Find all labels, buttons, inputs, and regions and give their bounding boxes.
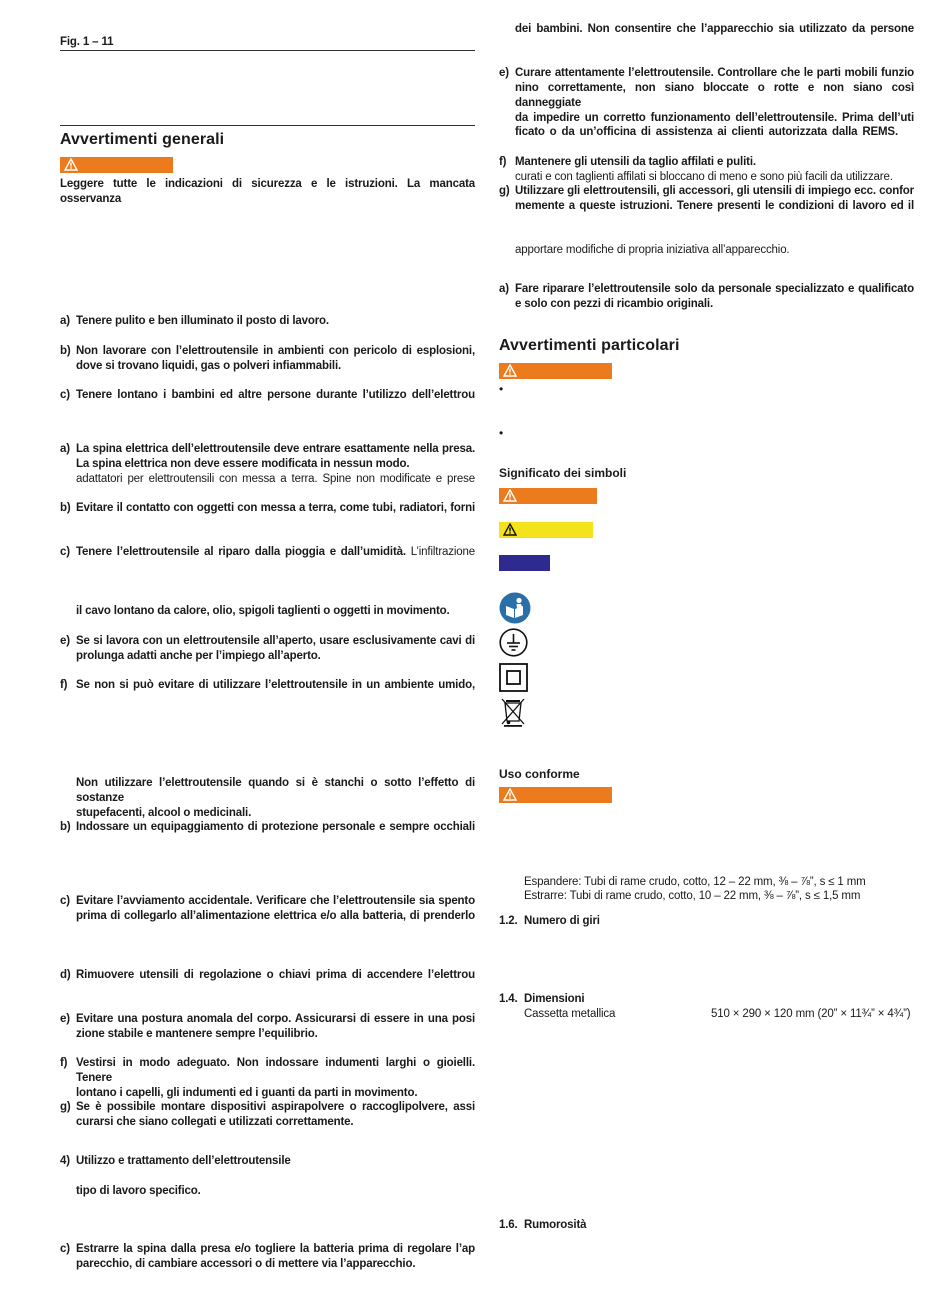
intended-use-title: Uso conforme [499, 767, 580, 781]
warning-triangle-icon [64, 158, 78, 171]
item-text [76, 545, 475, 560]
item-label: g) [499, 185, 510, 197]
list-item [499, 184, 914, 214]
spec-title: Rumorosità [524, 1219, 587, 1231]
list-item [60, 604, 475, 619]
item-text: Estrarre la spina dalla presa e/o togliere la batteria prima di regolare l’ap [76, 1243, 475, 1255]
list-item [60, 678, 475, 693]
item-text: zione stabile e mantenere sempre l’equilibrio. [76, 1028, 318, 1040]
list-item [60, 314, 475, 329]
warning-bar [499, 787, 612, 803]
spec-number: 1.4. [499, 993, 518, 1005]
item-text: apportare modifiche di propria iniziativa all’apparecchio. [515, 244, 790, 256]
item-label: f) [499, 156, 507, 168]
spec-number: 1.6. [499, 1219, 518, 1231]
list-item [60, 388, 475, 403]
spec-heading [499, 1218, 587, 1233]
item-normal-text: curati e con taglienti affilati si bloccano di meno e sono più facili da utilizzare. [515, 171, 893, 183]
bullet-point: • [499, 382, 504, 396]
list-item [60, 820, 475, 835]
item-text: e solo con pezzi di ricambio originali. [515, 298, 713, 310]
item-label: b) [60, 821, 71, 833]
spec-row-value: 510 × 290 × 120 mm (20” × 11¾” × 4¾”) [711, 1008, 911, 1020]
figure-label: Fig. 1 – 11 [60, 36, 114, 48]
spec-row-label: Cassetta metallica [524, 1008, 616, 1020]
warning-triangle-icon [503, 523, 517, 536]
list-item [60, 968, 475, 983]
item-text: il cavo lontano da calore, olio, spigoli taglienti o oggetti in movimento. [76, 605, 450, 617]
section-rule [60, 125, 475, 126]
item-text: La spina elettrica non deve essere modificata in nessun modo. [76, 458, 410, 470]
extract-spec-line: Estrarre: Tubi di rame crudo, cotto, 10 – 22 mm, ⅜ – ⅞”, s ≤ 1,5 mm [524, 890, 861, 902]
spec-title: Numero di giri [524, 915, 600, 927]
item-bold-text: Mantenere gli utensili da taglio affilati e puliti. [515, 156, 756, 168]
read-manual-icon [499, 592, 531, 624]
item-text: memente a queste istruzioni. Tenere presenti le condizioni di lavoro ed il [515, 200, 914, 212]
warning-bar [499, 488, 597, 504]
list-item [60, 1184, 475, 1199]
item-text: Curare attentamente l’elettroutensile. Controllare che le parti mobili funzio [515, 67, 914, 79]
item-text: Se è possibile montare dispositivi aspirapolvere o raccoglipolvere, assi [76, 1101, 475, 1113]
list-item [60, 894, 475, 924]
item-text: Non lavorare con l’elettroutensile in ambienti con pericolo di esplosioni, [76, 345, 475, 357]
item-label: a) [499, 283, 509, 295]
list-item [60, 1056, 475, 1101]
item-text: prima di collegarlo all’alimentazione elettrica e/o alla batteria, di prenderlo [76, 910, 475, 922]
item-text: Non utilizzare l’elettroutensile quando si è stanchi o sotto l’effetto di sostanze [76, 777, 475, 804]
item-label: 4) [60, 1155, 70, 1167]
item-label: c) [60, 546, 70, 558]
item-label: a) [60, 315, 70, 327]
list-item [60, 1242, 475, 1272]
item-text: da impedire un corretto funzionamento dell’elettroutensile. Prima dell’uti [515, 112, 914, 124]
item-label: c) [60, 1243, 70, 1255]
warning-bar [499, 363, 612, 379]
item-label: b) [60, 502, 71, 514]
protection-class-ii-icon [499, 663, 528, 692]
item-text: La spina elettrica dell’elettroutensile deve entrare esattamente nella presa. [76, 443, 475, 455]
item-text: Se si lavora con un elettroutensile all’aperto, usare esclusivamente cavi di [76, 635, 475, 647]
item-text: Utilizzare gli elettroutensili, gli accessori, gli utensili di impiego ecc. confor [515, 185, 914, 197]
item-label: e) [60, 635, 70, 647]
list-item [60, 501, 475, 516]
item-label: f) [60, 679, 68, 691]
item-label: f) [60, 1057, 68, 1069]
item-text: adattatori per elettroutensili con messa a terra. Spine non modificate e prese [76, 473, 475, 485]
warning-triangle-icon [503, 364, 517, 377]
header-rule [60, 50, 475, 51]
notice-bar [499, 555, 550, 571]
spec-title: Dimensioni [524, 993, 585, 1005]
item-label: a) [60, 443, 70, 455]
item-text: Evitare l’avviamento accidentale. Verificare che l’elettroutensile sia spento [76, 895, 475, 907]
item-text: dove si trovano liquidi, gas o polveri infiammabili. [76, 360, 342, 372]
protective-earth-icon [499, 628, 528, 657]
spec-number: 1.2. [499, 915, 518, 927]
expand-spec-line: Espandere: Tubi di rame crudo, cotto, 12 – 22 mm, ⅜ – ⅞”, s ≤ 1 mm [524, 876, 866, 888]
item-text: nino correttamente, non siano bloccate o rotte e non siano così danneggiate [515, 82, 914, 109]
item-text: Vestirsi in modo adeguato. Non indossare indumenti larghi o gioielli. Tenere [76, 1057, 475, 1084]
list-item [499, 282, 914, 312]
continued-text: dei bambini. Non consentire che l’apparecchio sia utilizzato da persone [515, 23, 914, 35]
list-item [60, 1154, 475, 1169]
item-text: ficato o da un’officina di assistenza ai clienti autorizzata dalla REMS. [515, 126, 898, 138]
item-text: lontano i capelli, gli indumenti ed i guanti da parti in movimento. [76, 1087, 418, 1099]
item-text: curarsi che siano collegati e utilizzati correttamente. [76, 1116, 354, 1128]
item-text: Fare riparare l’elettroutensile solo da personale specializzato e qualificato [515, 283, 914, 295]
item-text: Indossare un equipaggiamento di protezione personale e sempre occhiali [76, 821, 475, 833]
intro-text: Leggere tutte le indicazioni di sicurezza e le istruzioni. La mancata osservanza [60, 178, 475, 205]
list-item [499, 66, 914, 126]
item-label: c) [60, 895, 70, 907]
spec-heading [499, 914, 600, 929]
section-title-special-warnings: Avvertimenti particolari [499, 337, 680, 354]
weee-bin-icon [500, 697, 526, 727]
symbols-title: Significato dei simboli [499, 466, 627, 480]
item-text: Evitare una postura anomala del corpo. Assicurarsi di essere in una posi [76, 1013, 475, 1025]
warning-bar [60, 157, 173, 173]
list-item [60, 1012, 475, 1042]
item-text: tipo di lavoro specifico. [76, 1185, 201, 1197]
item-text: Rimuovere utensili di regolazione o chiavi prima di accendere l’elettrou [76, 969, 475, 981]
item-text: Evitare il contatto con oggetti con messa a terra, come tubi, radiatori, forni [76, 502, 475, 514]
item-label: d) [60, 969, 71, 981]
item-text: Tenere pulito e ben illuminato il posto di lavoro. [76, 315, 329, 327]
list-item [60, 545, 475, 560]
item-text: Tenere lontano i bambini ed altre persone durante l’utilizzo dell’elettrou [76, 389, 475, 401]
section-title-general-warnings: Avvertimenti generali [60, 131, 225, 148]
item-label: b) [60, 345, 71, 357]
item-label: e) [60, 1013, 70, 1025]
bullet-point: • [499, 426, 504, 440]
list-item [60, 776, 475, 821]
list-item [499, 155, 914, 185]
item-label: g) [60, 1101, 71, 1113]
item-normal-text: L’infiltrazione [405, 546, 475, 558]
item-text: Se non si può evitare di utilizzare l’elettroutensile in un ambiente umido, [76, 679, 475, 691]
list-item [60, 344, 475, 374]
item-text: prolunga adatti anche per l’impiego all’aperto. [76, 650, 321, 662]
spec-heading [499, 992, 585, 1007]
warning-triangle-icon [503, 489, 517, 502]
item-text: Utilizzo e trattamento dell’elettroutensile [76, 1155, 291, 1167]
item-text: stupefacenti, alcool o medicinali. [76, 807, 252, 819]
caution-bar [499, 522, 593, 538]
warning-triangle-icon [503, 788, 517, 801]
item-text: parecchio, di cambiare accessori o di mettere via l’apparecchio. [76, 1258, 416, 1270]
list-item [60, 442, 475, 487]
list-item [60, 634, 475, 664]
item-label: c) [60, 389, 70, 401]
list-item [60, 1100, 475, 1130]
item-label: e) [499, 67, 509, 79]
item-bold-text: Tenere l’elettroutensile al riparo dalla pioggia e dall’umidità. [76, 546, 406, 558]
